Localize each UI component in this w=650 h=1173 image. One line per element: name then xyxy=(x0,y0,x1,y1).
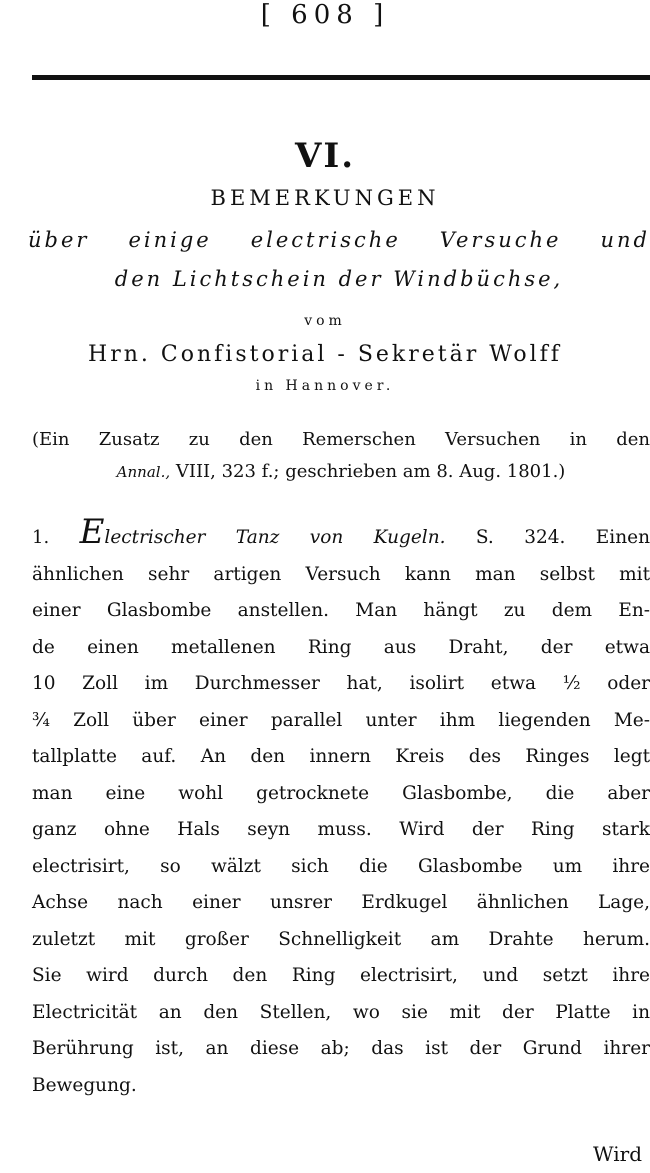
body-line: Bewegung. xyxy=(32,1074,137,1096)
page-number: [ 608 ] xyxy=(260,0,390,30)
catchword: Wird xyxy=(593,1142,642,1166)
note-annal-abbrev: Annal., xyxy=(116,463,171,481)
body-line: ähnlichen sehr artigen Versuch kann man selbst mit xyxy=(32,563,650,585)
author-location: in Hannover. xyxy=(255,378,395,394)
body-line: ganz ohne Hals seyn muss. Wird der Ring stark xyxy=(32,819,650,840)
body-line: electrisirt, so wälzt sich die Glasbombe um ihre xyxy=(32,855,650,877)
note-line-2 xyxy=(32,461,650,482)
byline-vom: vom xyxy=(304,313,346,329)
section-roman-numeral: VI. xyxy=(294,136,356,176)
article-subtitle-line-1: über einige electrische Versuche und xyxy=(28,228,650,252)
article-subtitle-line-2: den Lichtschein der Windbüchse, xyxy=(114,267,564,291)
note-line-1: (Ein Zusatz zu den Remerschen Versuchen in den xyxy=(32,429,650,450)
body-line: Achse nach einer unsrer Erdkugel ähnlichen Lage, xyxy=(32,892,650,913)
body-line: zuletzt mit großer Schnelligkeit am Drahte herum. xyxy=(32,928,650,950)
body-line: de einen metallenen Ring aus Draht, der etwa xyxy=(32,636,650,658)
article-title: BEMERKUNGEN xyxy=(210,186,440,210)
body-line: ¾ Zoll über einer parallel unter ihm liegenden Me- xyxy=(32,709,650,731)
body-line: einer Glasbombe anstellen. Man hängt zu dem En- xyxy=(32,600,650,621)
section-number: 1. xyxy=(32,527,50,548)
note-line-2-text: VIII, 323 f.; geschrieben am 8. Aug. 1801.) xyxy=(170,461,566,482)
body-line: 10 Zoll im Durchmesser hat, isolirt etwa ½ oder xyxy=(32,673,650,694)
body-line: Berührung ist, an diese ab; das ist der Grund ihrer xyxy=(32,1038,650,1059)
section-heading-line xyxy=(32,512,650,557)
body-line: Electricität an den Stellen, wo sie mit der Platte in xyxy=(32,1001,650,1023)
body-line: Sie wird durch den Ring electrisirt, und setzt ihre xyxy=(32,965,650,986)
section-line-rest: Einen xyxy=(565,527,650,548)
body-text xyxy=(32,512,650,1104)
section-page-ref: S. 324. xyxy=(445,527,566,548)
section-heading: lectrischer Tanz von Kugeln. xyxy=(104,527,446,548)
body-line: tallplatte auf. An den innern Kreis des Ringes legt xyxy=(32,746,650,767)
body-line: man eine wohl getrocknete Glasbombe, die aber xyxy=(32,782,650,804)
header-rule xyxy=(32,75,650,80)
author-line: Hrn. Confistorial - Sekretär Wolff xyxy=(88,342,562,367)
drop-cap: E xyxy=(79,512,105,552)
